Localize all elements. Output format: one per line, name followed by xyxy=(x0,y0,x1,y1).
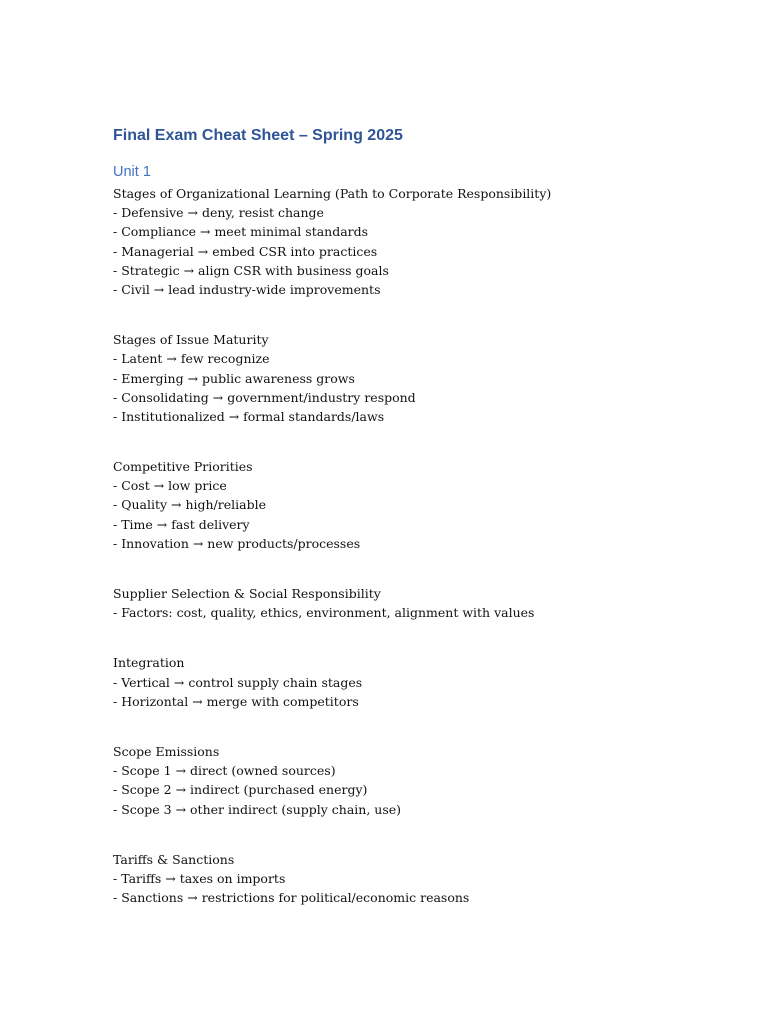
section-integration xyxy=(113,653,713,711)
list-item: - Scope 1 → direct (owned sources) xyxy=(113,763,336,779)
list-item: - Latent → few recognize xyxy=(113,351,270,367)
list-item: - Time → fast delivery xyxy=(113,516,250,532)
list-item: - Consolidating → government/industry respond xyxy=(113,389,416,405)
section-supplier-selection xyxy=(113,584,713,622)
list-item: - Innovation → new products/processes xyxy=(113,535,361,551)
section-heading: Scope Emissions xyxy=(113,743,220,759)
section-heading: Stages of Issue Maturity xyxy=(113,332,269,348)
section-scope-emissions xyxy=(113,742,713,819)
list-item: - Scope 2 → indirect (purchased energy) xyxy=(113,782,368,798)
list-item: - Horizontal → merge with competitors xyxy=(113,693,359,709)
list-item: - Cost → low price xyxy=(113,478,227,494)
list-item: - Civil → lead industry-wide improvements xyxy=(113,281,381,297)
list-item: - Institutionalized → formal standards/laws xyxy=(113,408,385,424)
list-item: - Strategic → align CSR with business goals xyxy=(113,262,389,278)
list-item: - Scope 3 → other indirect (supply chain, use) xyxy=(113,801,402,817)
document-body xyxy=(113,124,713,907)
list-item: - Tariffs → taxes on imports xyxy=(113,870,286,886)
section-heading: Integration xyxy=(113,655,185,671)
list-item: - Factors: cost, quality, ethics, environment, alignment with values xyxy=(113,605,535,621)
section-heading: Stages of Organizational Learning (Path to Corporate Responsibility) xyxy=(113,186,552,201)
list-item: - Vertical → control supply chain stages xyxy=(113,674,363,690)
list-item: - Sanctions → restrictions for political/economic reasons xyxy=(113,890,470,906)
list-item: - Quality → high/reliable xyxy=(113,497,266,513)
unit-heading: Unit 1 xyxy=(113,164,151,180)
section-heading: Tariffs & Sanctions xyxy=(113,851,235,867)
section-tariffs-sanctions xyxy=(113,850,713,908)
list-item: - Emerging → public awareness grows xyxy=(113,370,355,386)
list-item: - Defensive → deny, resist change xyxy=(113,205,324,221)
list-item: - Managerial → embed CSR into practices xyxy=(113,243,378,259)
section-organizational-learning xyxy=(113,184,713,299)
document-title: Final Exam Cheat Sheet – Spring 2025 xyxy=(113,127,403,144)
section-heading: Supplier Selection & Social Responsibility xyxy=(113,586,381,601)
list-item: - Compliance → meet minimal standards xyxy=(113,224,369,240)
section-heading: Competitive Priorities xyxy=(113,459,253,475)
section-issue-maturity xyxy=(113,330,713,426)
section-competitive-priorities xyxy=(113,457,713,553)
